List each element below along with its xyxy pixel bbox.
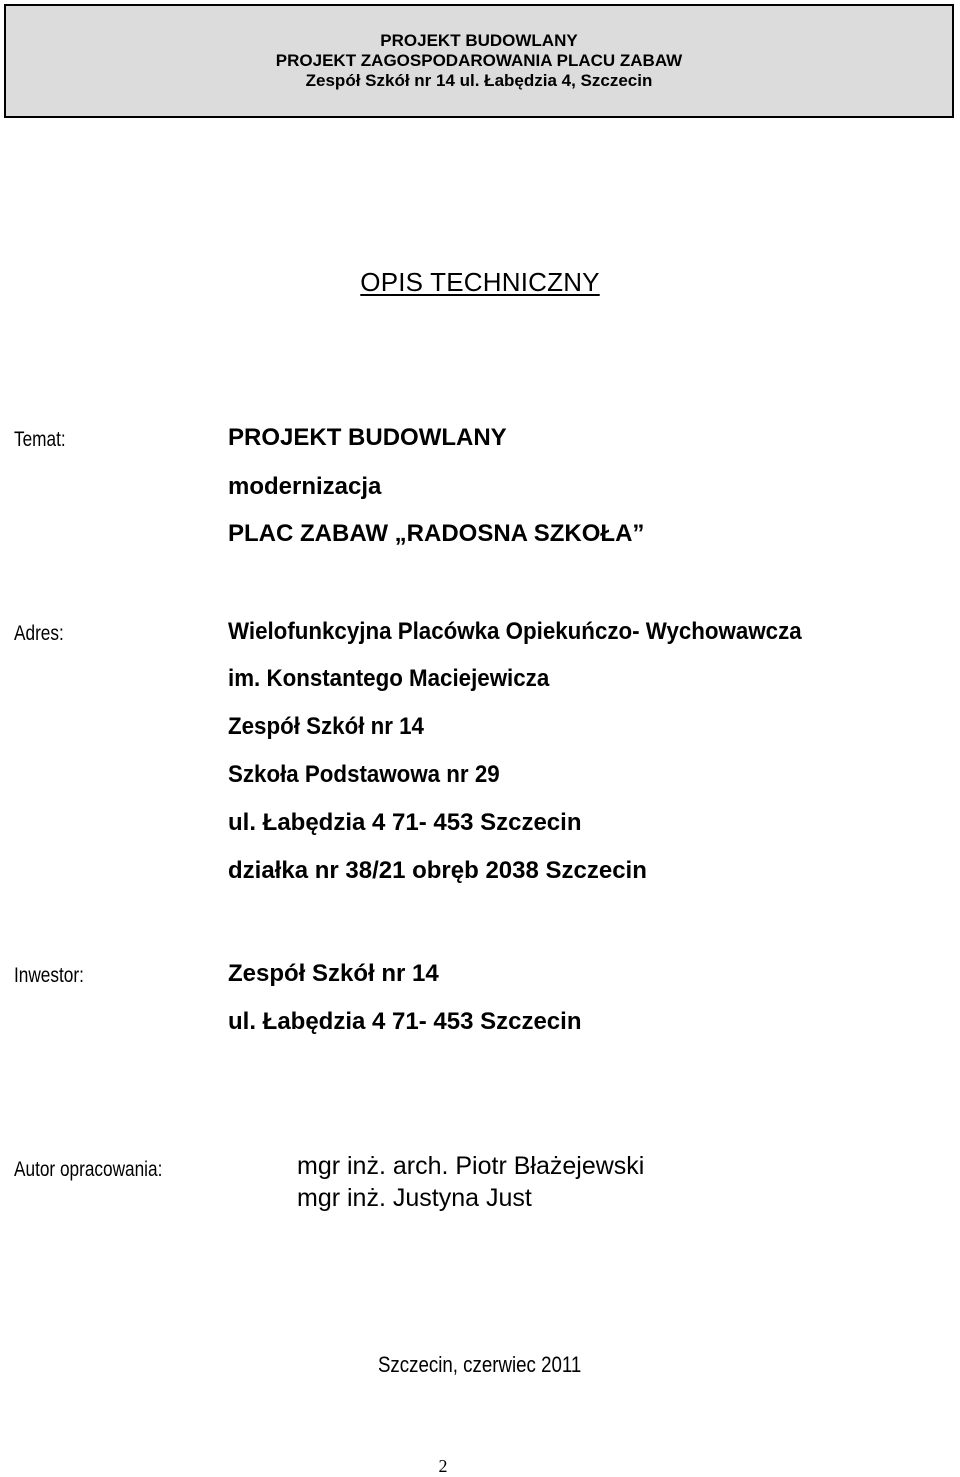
page-number: 2 [438, 1456, 448, 1476]
address-line-3: Zespół Szkół nr 14 [228, 713, 424, 740]
subject-line-1: PROJEKT BUDOWLANY [228, 424, 507, 451]
header-line-2: PROJEKT ZAGOSPODAROWANIA PLACU ZABAW [275, 51, 683, 70]
author-line-1: mgr inż. arch. Piotr Błażejewski [297, 1152, 645, 1180]
address-line-5: ul. Łabędzia 4 71- 453 Szczecin [228, 809, 582, 836]
address-line-2: im. Konstantego Maciejewicza [228, 665, 550, 692]
author-line-2: mgr inż. Justyna Just [297, 1184, 532, 1212]
subject-line-3: PLAC ZABAW „RADOSNA SZKOŁA” [228, 520, 645, 547]
header-line-3: Zespół Szkół nr 14 ul. Łabędzia 4, Szczecin [305, 71, 653, 90]
header-box [4, 4, 954, 118]
address-line-6: działka nr 38/21 obręb 2038 Szczecin [228, 857, 647, 884]
subject-line-2: modernizacja [228, 473, 382, 500]
subject-label: Temat: [14, 428, 66, 451]
place-date-text: Szczecin, czerwiec 2011 [378, 1352, 582, 1377]
investor-line-1: Zespół Szkół nr 14 [228, 960, 439, 987]
place-date [0, 1352, 960, 1378]
author-label: Autor opracowania: [14, 1158, 163, 1181]
investor-label: Inwestor: [14, 964, 84, 987]
document-title: OPIS TECHNICZNY [360, 267, 600, 297]
address-line-1: Wielofunkcyjna Placówka Opiekuńczo- Wychowawcza [228, 618, 802, 645]
address-label: Adres: [14, 622, 64, 645]
header-line-1: PROJEKT BUDOWLANY [380, 31, 578, 50]
investor-line-2: ul. Łabędzia 4 71- 453 Szczecin [228, 1008, 582, 1035]
address-line-4: Szkoła Podstawowa nr 29 [228, 761, 500, 788]
